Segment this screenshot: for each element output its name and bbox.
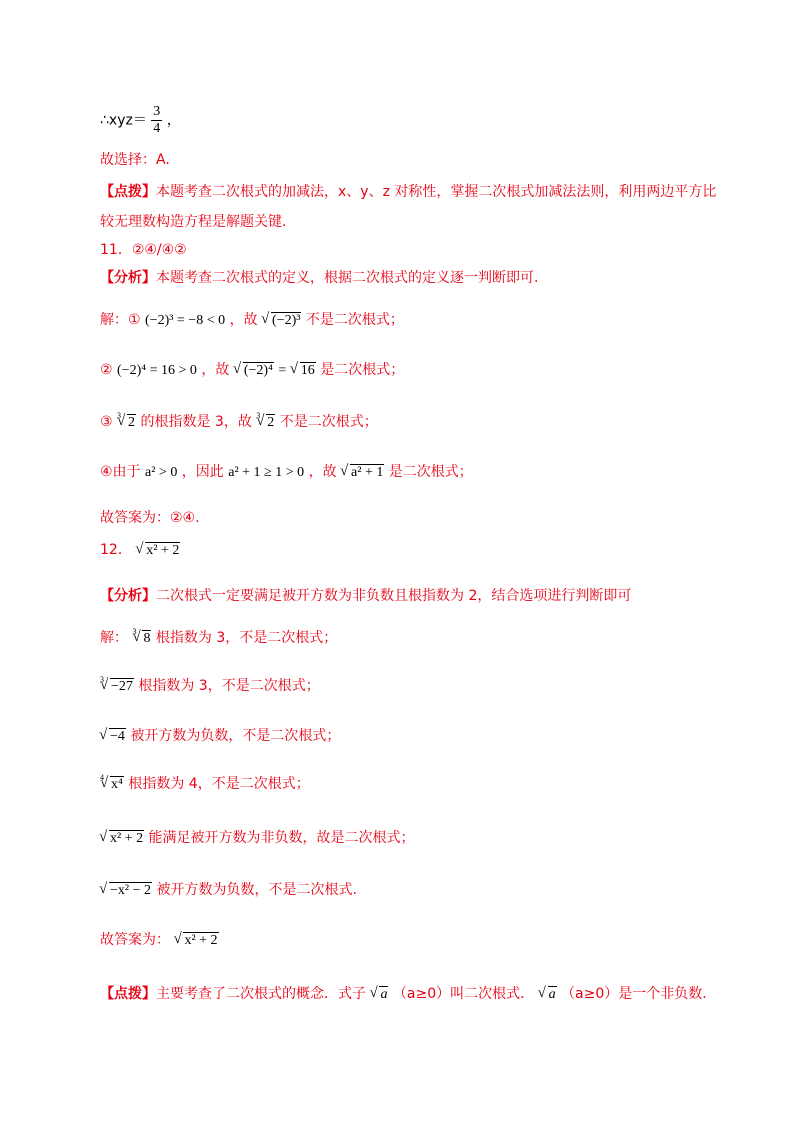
radical-expr xyxy=(100,727,126,747)
choose-line: 故选择：A. xyxy=(100,152,170,168)
radical-expr xyxy=(341,463,384,483)
fraction-three-quarters xyxy=(151,104,162,137)
math-expr: a² + 1 ≥ 1 > 0 xyxy=(228,465,305,480)
step-text: 不是二次根式； xyxy=(305,312,404,328)
step-text: 的根指数是 3，故 xyxy=(140,414,252,430)
step-label: ② xyxy=(100,362,113,378)
radicand xyxy=(548,986,557,1003)
radicand: x² + 2 xyxy=(110,831,144,846)
step-text: 根指数为 4，不是二次根式； xyxy=(128,776,310,792)
step-label: ④由于 xyxy=(100,464,141,480)
equals-sign: = xyxy=(278,363,287,378)
answer-11: 故答案为：②④. xyxy=(100,510,200,526)
step-text: 是二次根式； xyxy=(320,362,405,378)
radicand-var: a xyxy=(548,987,556,1002)
radicand: −4 xyxy=(110,729,125,744)
radicand: 2 xyxy=(267,415,275,430)
dianbo2-line xyxy=(100,984,707,1005)
step-text: ，故 xyxy=(308,464,337,480)
step-text: 是二次根式； xyxy=(388,464,473,480)
reason-2 xyxy=(100,676,320,697)
math-expr: (−2)⁴ = 16 > 0 xyxy=(117,363,197,378)
question-number: 12． xyxy=(100,542,132,558)
reason-5 xyxy=(100,828,415,849)
radical-expr xyxy=(370,985,388,1005)
step-text: 被开方数为负数，不是二次根式. xyxy=(156,882,357,898)
dianbo-text: 本题考查二次根式的加减法，x、y、z 对称性，掌握二次根式加减法法则，利用两边平方比 xyxy=(156,184,717,200)
xyz-prefix: ∴xyz＝ xyxy=(100,112,147,129)
step-text: 被开方数为负数，不是二次根式； xyxy=(130,728,341,744)
radical-expr xyxy=(234,361,274,381)
math-expr: (−2)³ = −8 < 0 xyxy=(145,313,226,328)
solution-step-3 xyxy=(100,412,378,433)
radicand: 2 xyxy=(128,415,136,430)
fourth-root-expr xyxy=(100,773,124,792)
solution-step-4 xyxy=(100,462,473,483)
reason-3 xyxy=(100,726,340,747)
root-index: 3 xyxy=(256,411,261,420)
radical-expr xyxy=(136,541,180,561)
radicand: (−2)³ xyxy=(272,313,301,328)
cube-root-expr xyxy=(117,411,136,430)
step-text: ，因此 xyxy=(181,464,224,480)
dianbo-tag: 【点拨】 xyxy=(100,986,156,1002)
radicand: x² + 2 xyxy=(184,933,218,948)
dianbo-text: 主要考查了二次根式的概念．式子 xyxy=(156,986,366,1002)
fenxi11-line xyxy=(100,268,538,288)
step-text: 根指数为 3，不是二次根式； xyxy=(155,630,338,646)
radicand: 16 xyxy=(300,363,315,378)
fraction-numerator: 3 xyxy=(153,104,161,119)
step-label: 解：① xyxy=(100,312,141,328)
step-text: 不是二次根式； xyxy=(279,414,378,430)
radicand xyxy=(379,986,388,1003)
fenxi-tag: 【分析】 xyxy=(100,270,156,286)
root-index: 4 xyxy=(100,773,104,782)
xyz-suffix: ， xyxy=(166,112,181,129)
radical-expr xyxy=(100,829,144,849)
dianbo-text: （a≥0）叫二次根式． xyxy=(392,986,535,1002)
reason-1 xyxy=(100,628,337,649)
fenxi-text: 本题考查二次根式的定义，根据二次根式的定义逐一判断即可. xyxy=(156,270,539,286)
fenxi-tag: 【分析】 xyxy=(100,588,156,604)
solution-step-1 xyxy=(100,310,404,331)
radical-expr xyxy=(262,311,301,331)
question-11-answer: 11．②④/④② xyxy=(100,242,187,258)
dianbo-tag: 【点拨】 xyxy=(100,184,156,200)
root-index: 3 xyxy=(100,675,104,684)
radicand: −27 xyxy=(111,679,133,694)
dianbo-text: （a≥0）是一个非负数. xyxy=(561,986,707,1002)
step-text: 故答案为： xyxy=(100,932,170,948)
step-text: ，故 xyxy=(201,362,230,378)
cube-root-expr xyxy=(100,675,134,694)
reason-4 xyxy=(100,774,310,795)
math-expr: a² > 0 xyxy=(145,465,178,480)
radical-expr xyxy=(174,931,218,951)
radicand: a² + 1 xyxy=(351,465,384,480)
step-label: 解： xyxy=(100,630,128,646)
radicand: 8 xyxy=(143,631,151,646)
cube-root-expr xyxy=(256,411,275,430)
question-12-answer xyxy=(100,540,180,561)
radicand: x² + 2 xyxy=(146,543,180,558)
fraction-denominator: 4 xyxy=(153,121,161,136)
radical-expr xyxy=(539,985,557,1005)
dianbo1-line-a xyxy=(100,182,716,202)
answer-12 xyxy=(100,930,219,951)
fenxi-text: 二次根式一定要满足被开方数为非负数且根指数为 2，结合选项进行判断即可 xyxy=(156,588,632,604)
radical-expr xyxy=(100,881,152,901)
step-text: 能满足被开方数为非负数，故是二次根式； xyxy=(148,830,415,846)
cube-root-expr xyxy=(132,627,151,646)
step-text: 根指数为 3，不是二次根式； xyxy=(138,678,320,694)
radicand: −x² − 2 xyxy=(110,883,151,898)
radicand-var: a xyxy=(380,987,388,1002)
step-label: ③ xyxy=(100,414,113,430)
root-index: 3 xyxy=(132,627,137,636)
dianbo1-line-b: 较无理数构造方程是解题关键. xyxy=(100,214,287,230)
solution-step-2 xyxy=(100,360,404,381)
xyz-result-line xyxy=(100,104,181,137)
reason-6 xyxy=(100,880,357,901)
root-index: 3 xyxy=(117,411,122,420)
radicand: (−2)⁴ xyxy=(243,363,273,378)
radicand: x⁴ xyxy=(111,777,123,792)
step-text: ，故 xyxy=(229,312,258,328)
fenxi12-line xyxy=(100,586,631,606)
radical-expr xyxy=(291,361,316,381)
